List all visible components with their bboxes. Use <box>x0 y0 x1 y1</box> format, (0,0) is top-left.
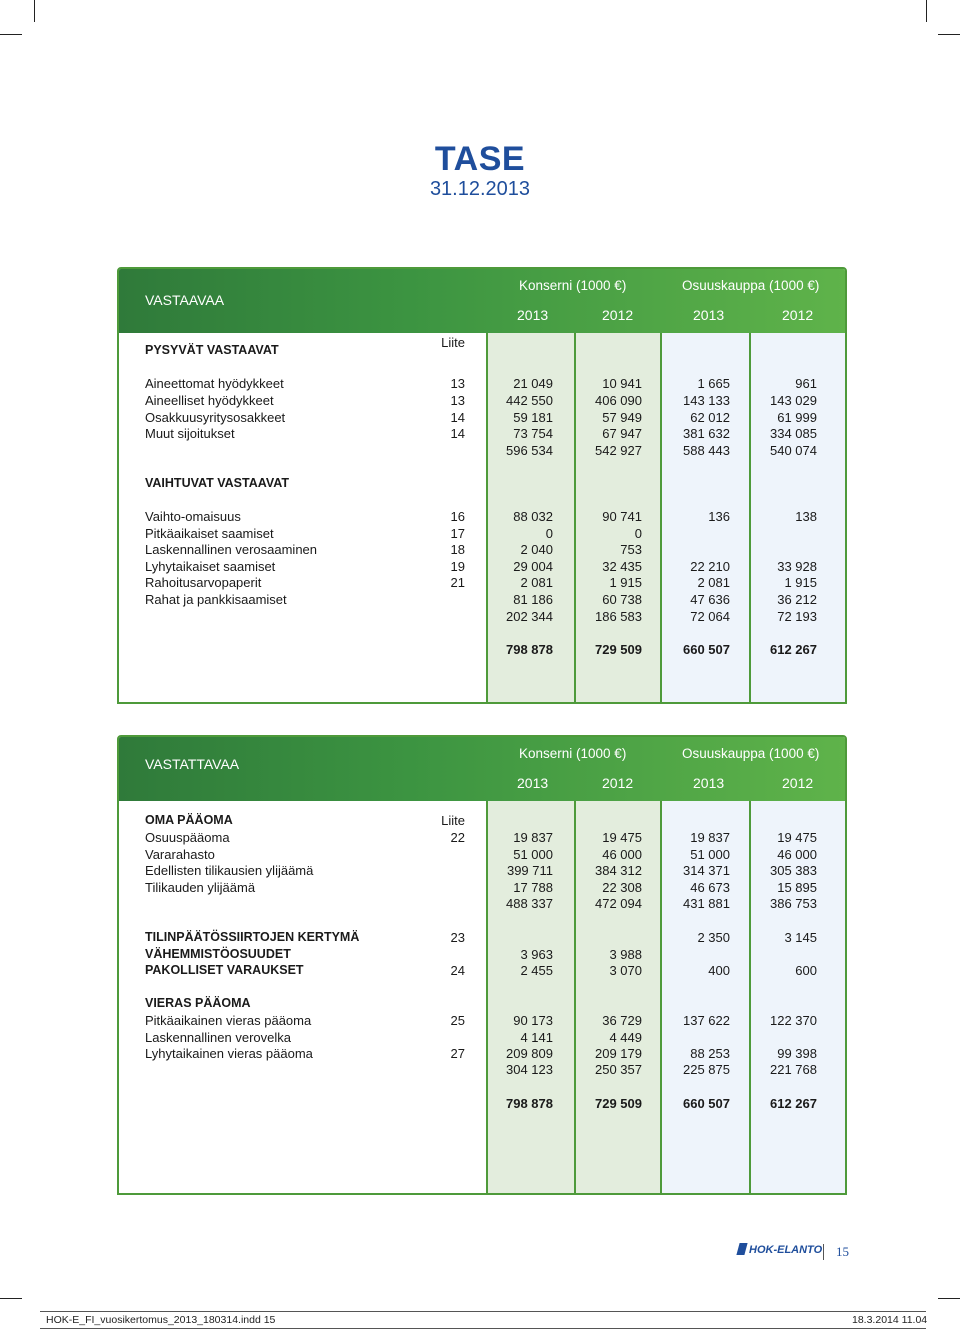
row-label: Vaihto-omaisuus <box>145 509 241 524</box>
cell-value: 3 963 <box>520 946 553 962</box>
cell-value: 19 837 <box>513 830 553 845</box>
subtotal-value: 250 357 <box>595 1062 642 1077</box>
row-label: Lyhytaikaiset saamiset <box>145 558 276 574</box>
cell-value: 2 081 <box>697 575 730 591</box>
cell-value: 1 915 <box>609 575 642 591</box>
cell-value: 122 370 <box>770 1013 817 1028</box>
cell-value: 22 210 <box>690 558 730 574</box>
note-ref: 13 <box>450 376 465 391</box>
cell-value: 59 181 <box>513 409 553 425</box>
cell-value: 442 550 <box>506 392 553 408</box>
cell-value: 753 <box>620 542 642 558</box>
page-title: TASE <box>434 140 526 178</box>
row-label: PAKOLLISET VARAUKSET <box>145 963 304 978</box>
cell-value: 88 032 <box>513 509 553 524</box>
cell-value: 399 711 <box>506 863 553 879</box>
cell-value: 961 <box>795 376 817 391</box>
total-value: 612 267 <box>770 1096 817 1111</box>
cell-value: 73 754 <box>513 426 553 442</box>
total-value: 798 878 <box>506 642 553 657</box>
year-header: 2012 <box>782 775 814 791</box>
total-value: 660 507 <box>683 642 730 657</box>
cell-value: 46 000 <box>602 846 642 862</box>
cell-value: 2 081 <box>520 575 553 591</box>
cell-value: 143 029 <box>770 392 817 408</box>
subtotal-value: 386 753 <box>770 896 817 911</box>
note-ref: 22 <box>450 830 465 845</box>
subtotal-value: 540 074 <box>770 443 817 458</box>
section-heading: OMA PÄÄOMA <box>145 813 233 827</box>
page-number: 15 <box>836 1244 849 1259</box>
cell-value: 36 729 <box>602 1013 642 1028</box>
cell-value: 19 475 <box>602 830 642 845</box>
cell-value: 2 350 <box>697 930 730 945</box>
cell-value: 17 788 <box>513 879 553 895</box>
total-value: 660 507 <box>683 1096 730 1111</box>
subtotal-value: 202 344 <box>506 609 553 624</box>
cell-value: 81 186 <box>513 592 553 607</box>
logo-text: HOK-ELANTO <box>749 1244 823 1256</box>
note-ref: 23 <box>450 930 465 945</box>
section-heading: VAIHTUVAT VASTAAVAT <box>145 476 289 490</box>
row-label: Pitkäaikaiset saamiset <box>145 525 274 541</box>
cell-value: 67 947 <box>602 426 642 442</box>
liite-header: Liite <box>441 813 465 828</box>
total-value: 798 878 <box>506 1096 553 1111</box>
subtotal-value: 225 875 <box>683 1062 730 1077</box>
cell-value: 209 809 <box>506 1046 553 1062</box>
group-osuuskauppa: Osuuskauppa (1000 €) <box>682 278 820 293</box>
total-value: 729 509 <box>595 1096 642 1111</box>
cell-value: 138 <box>795 509 817 524</box>
crop-mark <box>0 34 22 35</box>
cell-value: 2 040 <box>520 542 553 558</box>
cell-value: 32 435 <box>602 558 642 574</box>
note-ref: 14 <box>450 409 465 425</box>
liabilities-title: VASTATTAVAA <box>145 756 240 772</box>
row-label: Osakkuusyritysosakkeet <box>145 409 286 425</box>
logo-mark-icon <box>736 1243 747 1255</box>
row-label: Tilikauden ylijäämä <box>145 879 256 895</box>
subtotal-value: 186 583 <box>595 609 642 624</box>
cell-value: 19 837 <box>690 830 730 845</box>
cell-value: 36 212 <box>777 592 817 607</box>
cell-value: 3 988 <box>609 946 642 962</box>
cell-value: 57 949 <box>602 409 642 425</box>
slug-stamp: 18.3.2014 11.04 <box>852 1314 928 1326</box>
row-label: Laskennallinen verovelka <box>145 1029 291 1045</box>
cell-value: 1 915 <box>784 575 817 591</box>
cell-value: 4 141 <box>520 1029 553 1045</box>
group-konserni: Konserni (1000 €) <box>519 746 627 761</box>
note-ref: 25 <box>450 1013 465 1028</box>
cell-value: 334 085 <box>770 426 817 442</box>
note-ref: 24 <box>450 963 465 979</box>
assets-title: VASTAAVAA <box>145 292 225 308</box>
cell-value: 381 632 <box>683 426 730 442</box>
row-label: Rahat ja pankkisaamiset <box>145 592 287 607</box>
note-ref: 17 <box>450 525 465 541</box>
section-heading: PYSYVÄT VASTAAVAT <box>145 343 279 357</box>
cell-value: 3 145 <box>784 930 817 945</box>
crop-mark <box>938 34 960 35</box>
cell-value: 3 070 <box>609 963 642 979</box>
subtotal-value: 431 881 <box>683 896 730 911</box>
slug-file: HOK-E_FI_vuosikertomus_2013_180314.indd 15 <box>46 1314 276 1326</box>
cell-value: 10 941 <box>602 376 642 391</box>
row-label: Aineelliset hyödykkeet <box>145 392 274 408</box>
cell-value: 400 <box>708 963 730 979</box>
cell-value: 2 455 <box>520 963 553 979</box>
year-header: 2012 <box>602 775 634 791</box>
cell-value: 60 738 <box>602 592 642 607</box>
cell-value: 88 253 <box>690 1046 730 1062</box>
row-label: Laskennallinen verosaaminen <box>145 542 318 558</box>
cell-value: 384 312 <box>595 863 642 879</box>
year-header: 2013 <box>517 775 549 791</box>
year-header: 2012 <box>782 307 814 323</box>
cell-value: 15 895 <box>777 879 817 895</box>
cell-value: 61 999 <box>777 409 817 425</box>
footer-separator <box>823 1244 824 1260</box>
cell-value: 137 622 <box>683 1013 730 1028</box>
year-header: 2013 <box>693 775 725 791</box>
cell-value: 46 673 <box>690 879 730 895</box>
cell-value: 0 <box>545 525 553 541</box>
cell-value: 406 090 <box>595 392 642 408</box>
cell-value: 46 000 <box>777 846 817 862</box>
row-label: Pitkäaikainen vieras pääoma <box>145 1013 312 1028</box>
subtotal-value: 596 534 <box>506 443 553 458</box>
subtotal-value: 304 123 <box>506 1062 553 1077</box>
row-label: VÄHEMMISTÖOSUUDET <box>145 946 291 961</box>
note-ref: 27 <box>450 1046 465 1062</box>
group-osuuskauppa: Osuuskauppa (1000 €) <box>682 746 820 761</box>
cell-value: 99 398 <box>777 1046 817 1062</box>
cell-value: 33 928 <box>777 558 817 574</box>
crop-mark <box>938 1298 960 1299</box>
cell-value: 90 173 <box>513 1013 553 1028</box>
note-ref: 16 <box>450 509 465 524</box>
cell-value: 19 475 <box>777 830 817 845</box>
cell-value: 305 383 <box>770 863 817 879</box>
row-label: Aineettomat hyödykkeet <box>145 376 284 391</box>
cell-value: 314 371 <box>683 863 730 879</box>
hok-elanto-logo <box>738 1243 822 1256</box>
cell-value: 62 012 <box>690 409 730 425</box>
row-label: TILINPÄÄTÖSSIIRTOJEN KERTYMÄ <box>145 930 360 944</box>
row-label: Lyhytaikainen vieras pääoma <box>145 1046 313 1062</box>
section-heading: VIERAS PÄÄOMA <box>145 996 251 1010</box>
cell-value: 600 <box>795 963 817 979</box>
group-konserni: Konserni (1000 €) <box>519 278 627 293</box>
crop-mark <box>34 0 35 22</box>
note-ref: 14 <box>450 426 465 442</box>
cell-value: 143 133 <box>683 392 730 408</box>
cell-value: 22 308 <box>602 879 642 895</box>
subtotal-value: 72 193 <box>777 609 817 624</box>
total-value: 729 509 <box>595 642 642 657</box>
note-ref: 19 <box>450 558 465 574</box>
cell-value: 0 <box>634 525 642 541</box>
subtotal-value: 72 064 <box>690 609 730 624</box>
cell-value: 47 636 <box>690 592 730 607</box>
cell-value: 21 049 <box>513 376 553 391</box>
year-header: 2013 <box>693 307 725 323</box>
cell-value: 1 665 <box>697 376 730 391</box>
note-ref: 21 <box>450 575 465 591</box>
subtotal-value: 588 443 <box>683 443 730 458</box>
total-value: 612 267 <box>770 642 817 657</box>
subtotal-value: 472 094 <box>595 896 642 911</box>
row-label: Vararahasto <box>145 846 215 862</box>
note-ref: 13 <box>450 392 465 408</box>
liite-header: Liite <box>441 335 465 350</box>
crop-mark <box>926 0 927 22</box>
row-label: Edellisten tilikausien ylijäämä <box>145 863 314 879</box>
page-date: 31.12.2013 <box>429 178 531 200</box>
year-header: 2013 <box>517 307 549 323</box>
year-header: 2012 <box>602 307 634 323</box>
crop-mark <box>0 1298 22 1299</box>
cell-value: 51 000 <box>690 846 730 862</box>
cell-value: 209 179 <box>595 1046 642 1062</box>
cell-value: 29 004 <box>513 558 553 574</box>
row-label: Osuuspääoma <box>145 830 230 845</box>
subtotal-value: 488 337 <box>506 896 553 911</box>
row-label: Muut sijoitukset <box>145 426 235 442</box>
cell-value: 51 000 <box>513 846 553 862</box>
row-label: Rahoitusarvopaperit <box>145 575 262 591</box>
cell-value: 136 <box>708 509 730 524</box>
cell-value: 90 741 <box>602 509 642 524</box>
note-ref: 18 <box>450 542 465 558</box>
subtotal-value: 542 927 <box>595 443 642 458</box>
cell-value: 4 449 <box>609 1029 642 1045</box>
subtotal-value: 221 768 <box>770 1062 817 1077</box>
